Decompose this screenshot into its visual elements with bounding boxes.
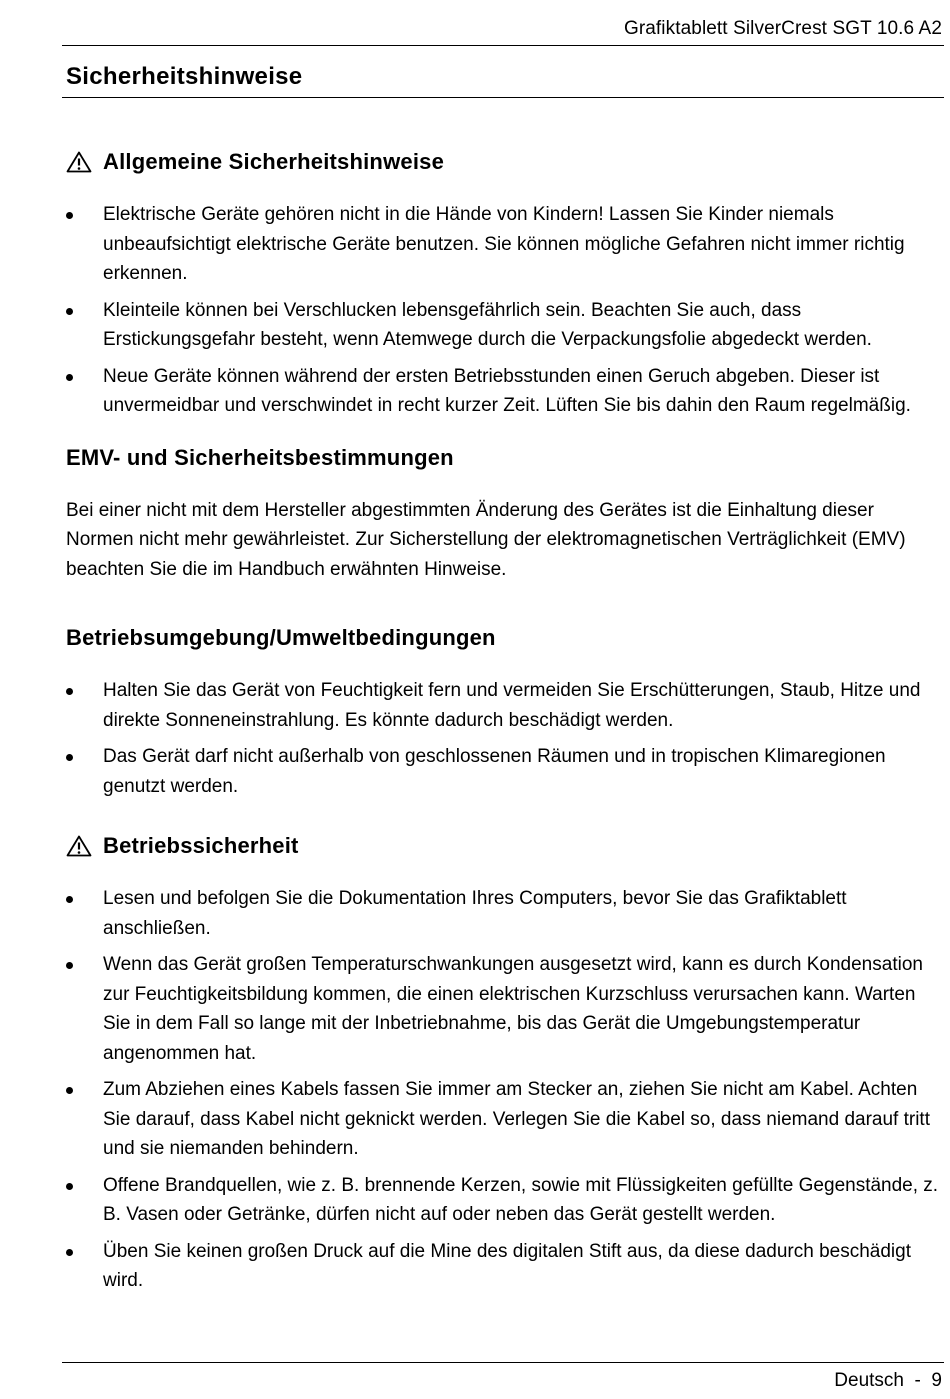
list-item-text: Das Gerät darf nicht außerhalb von geschlossenen Räumen und in tropischen Klimaregionen genutzt werden. (103, 746, 886, 797)
document-title: Grafiktablett SilverCrest SGT 10.6 A2 (623, 18, 942, 39)
list-item-text: Halten Sie das Gerät von Feuchtigkeit fern und vermeiden Sie Erschütterungen, Staub, Hitze und direkte Sonneneinstrahlung. Es könnte dadurch beschädigt werden. (103, 680, 921, 731)
page-number: Deutsch - 9 (834, 1370, 942, 1391)
list-item-text: Offene Brandquellen, wie z. B. brennende Kerzen, sowie mit Flüssigkeiten gefüllte Gegenstände, z. B. Vasen oder Getränke, dürfen nicht auf oder neben das Gerät gestellt werden. (103, 1174, 939, 1225)
bullet-icon (66, 962, 73, 969)
list-item-text: Zum Abziehen eines Kabels fassen Sie immer am Stecker an, ziehen Sie nicht am Kabel. Achten Sie darauf, dass Kabel nicht geknickt werden. Verlegen Sie die Kabel so, dass niemand darauf tritt und sie niemanden behindern. (103, 1079, 930, 1159)
bullet-icon (66, 1087, 73, 1094)
warning-triangle-icon (66, 151, 92, 173)
bullet-icon (66, 308, 73, 315)
list-item-text: Wenn das Gerät großen Temperaturschwankungen ausgesetzt wird, kann es durch Kondensation zur Feuchtigkeitsbildung kommen, die einen elektrischen Kurzschluss verursachen kann. Warten Sie in dem Fall so lange mit der Inbetriebnahme, bis das Gerät die Umgebungstemperatur angenommen hat. (103, 954, 923, 1064)
bullet-icon (66, 374, 73, 381)
section-heading-environment (66, 620, 942, 656)
section-heading-text: EMV- und Sicherheitsbestimmungen (66, 444, 454, 470)
list-item-text: Elektrische Geräte gehören nicht in die Hände von Kindern! Lassen Sie Kinder niemals unbeaufsichtigt elektrische Geräte benutzen. Sie können mögliche Gefahren nicht immer richtig erkennen. (103, 204, 905, 284)
section-heading-emv (66, 440, 942, 476)
section-heading-text: Allgemeine Sicherheitshinweise (103, 149, 445, 174)
section-heading-operational-safety (66, 828, 942, 864)
bullet-icon (66, 754, 73, 761)
list-item (66, 1237, 942, 1296)
warning-triangle-icon (66, 835, 92, 857)
section-heading-general-safety (66, 144, 942, 180)
section-heading-text: Betriebsumgebung/Umweltbedingungen (66, 625, 496, 650)
list-item (66, 1171, 942, 1230)
page-footer (62, 1362, 944, 1398)
bullet-icon (66, 212, 73, 219)
page-header (62, 14, 944, 46)
list-item (66, 200, 942, 289)
emv-paragraph: Bei einer nicht mit dem Hersteller abgestimmten Änderung des Gerätes ist die Einhaltung dieser Normen nicht mehr gewährleistet. Zur Sicherstellung der elektromagnetischen Verträglichkeit (EMV) beachten Sie die im Handbuch erwähnten Hinweise. (66, 499, 906, 580)
list-item (66, 742, 942, 801)
list-item (66, 950, 942, 1068)
page-content (66, 144, 942, 1303)
bullet-icon (66, 1183, 73, 1190)
list-item (66, 1075, 942, 1164)
chapter-title-bar (62, 60, 944, 98)
list-item-text: Üben Sie keinen großen Druck auf die Mine des digitalen Stift aus, da diese dadurch beschädigt wird. (103, 1240, 911, 1291)
list-item (66, 884, 942, 943)
bullet-icon (66, 688, 73, 695)
list-item-text: Kleinteile können bei Verschlucken lebensgefährlich sein. Beachten Sie auch, dass Erstickungsgefahr besteht, wenn Atemwege durch die Verpackungsfolie abgedeckt werden. (103, 299, 872, 350)
list-item-text: Neue Geräte können während der ersten Betriebsstunden einen Geruch abgeben. Dieser ist unvermeidbar und verschwindet in recht kurzer Zeit. Lüften Sie bis dahin den Raum regelmäßig. (103, 365, 911, 416)
list-item (66, 296, 942, 355)
page-title: Sicherheitshinweise (66, 63, 303, 90)
list-item-text: Lesen und befolgen Sie die Dokumentation Ihres Computers, bevor Sie das Grafiktablett anschließen. (103, 888, 847, 939)
bullet-icon (66, 896, 73, 903)
section-heading-text: Betriebssicherheit (103, 833, 299, 858)
list-item (66, 676, 942, 735)
list-item (66, 362, 942, 421)
environment-list (66, 676, 942, 801)
general-safety-list (66, 200, 942, 421)
bullet-icon (66, 1249, 73, 1256)
operational-safety-list (66, 884, 942, 1296)
